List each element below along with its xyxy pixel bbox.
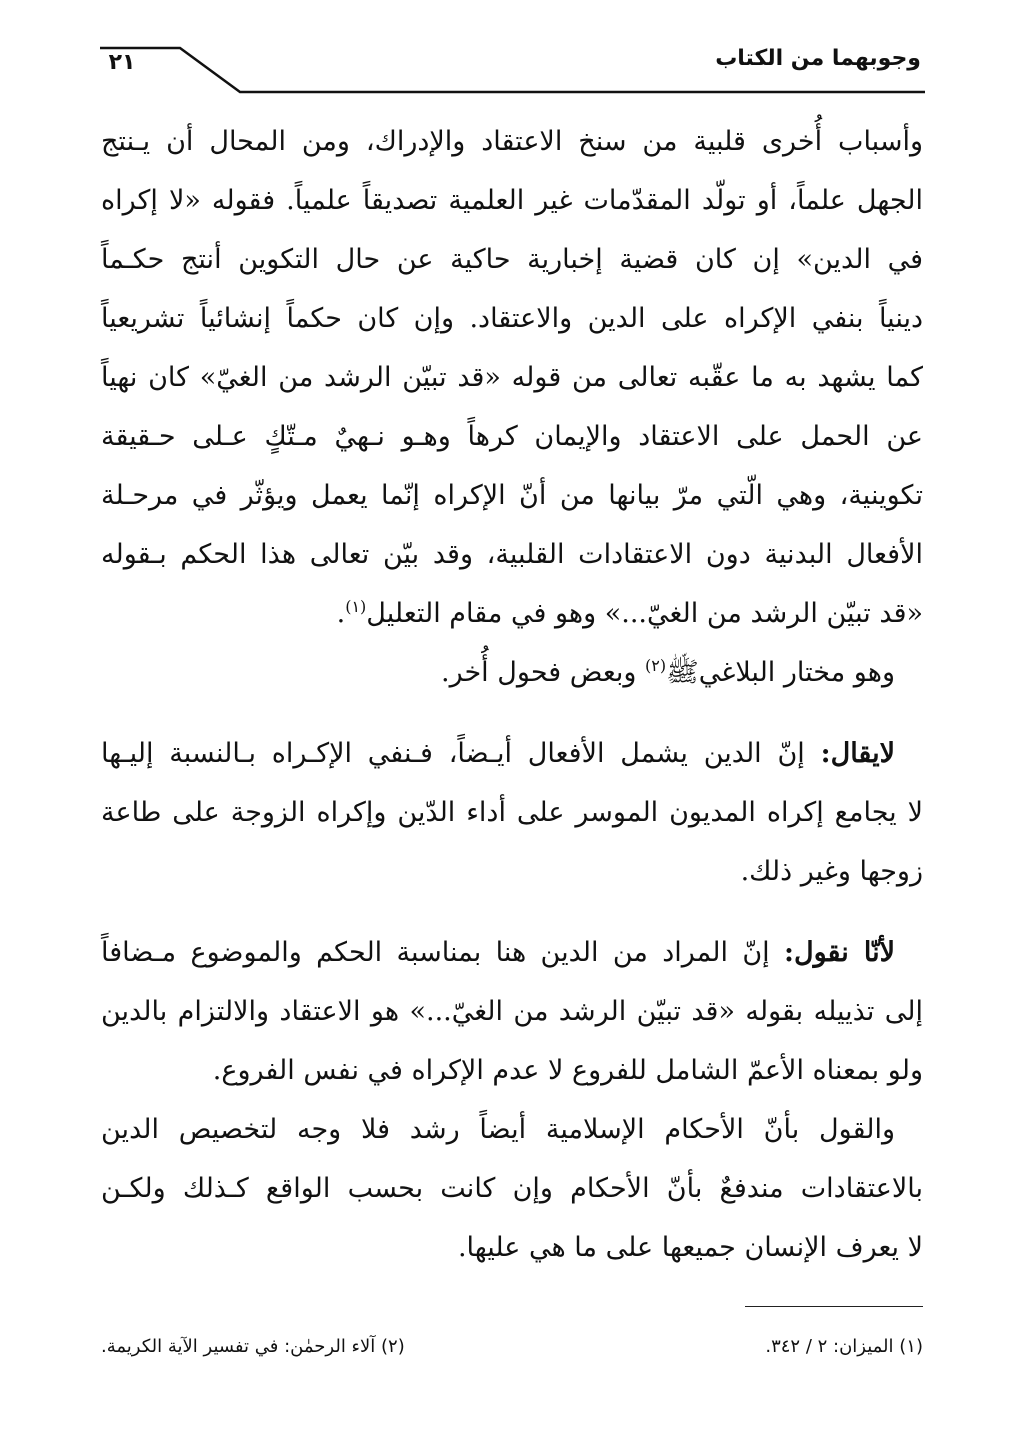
text-line: في الدين» إن كان قضية إخبارية حاكية عن حال التكوين أنتج حكـماً	[101, 244, 923, 275]
main-text	[101, 112, 923, 1277]
footnote-separator	[745, 1306, 923, 1307]
text-line: الجهل علماً، أو تولّد المقدّمات غير العلمية تصديقاً علمياً. فقوله «لا إكراه	[101, 185, 923, 216]
text-run: إنّ المراد من الدين هنا بمناسبة الحكم والموضوع مـضافاً	[101, 937, 784, 968]
text-run: «قد تبيّن الرشد من الغيّ...» وهو في مقام التعليل	[366, 598, 923, 629]
text-line: دينياً بنفي الإكراه على الدين والاعتقاد. وإن كان حكماً إنشائياً تشريعياً	[101, 303, 923, 334]
text-line: وأسباب أُخرى قلبية من سنخ الاعتقاد والإدراك، ومن المحال أن يـنتج	[101, 126, 923, 157]
text-line	[101, 584, 923, 643]
footnote-ref: (١)	[345, 597, 367, 616]
text-line: الأفعال البدنية دون الاعتقادات القلبية، وقد بيّن تعالى هذا الحكم بـقوله	[101, 539, 923, 570]
footnote-ref: (٢)	[644, 656, 667, 675]
lead-phrase: لايقال:	[820, 738, 895, 769]
text-run: .	[336, 598, 346, 629]
text-line	[101, 643, 923, 702]
text-line: والقول بأنّ الأحكام الإسلامية أيضاً رشد فلا وجه لتخصيص الدين	[101, 1114, 895, 1145]
text-line: عن الحمل على الاعتقاد والإيمان كرهاً وهـو نـهيٌ مـتّكٍ عـلى حـقيقة	[101, 421, 923, 452]
text-line: بالاعتقادات مندفعٌ بأنّ الأحكام وإن كانت بحسب الواقع كـذلك ولكـن	[101, 1173, 923, 1204]
text-line: إلى تذييله بقوله «قد تبيّن الرشد من الغيّ...» هو الاعتقاد والالتزام بالدين	[101, 996, 923, 1027]
lead-phrase: لأنّا نقول:	[784, 937, 896, 968]
text-line: ولو بمعناه الأعمّ الشامل للفروع لا عدم الإكراه في نفس الفروع.	[212, 1055, 923, 1086]
text-line: تكوينية، وهي الّتي مرّ بيانها من أنّ الإكراه إنّما يعمل ويؤثّر في مرحـلة	[101, 480, 923, 511]
text-line: لا يجامع إكراه المديون الموسر على أداء الدّين وإكراه الزوجة على طاعة	[101, 797, 923, 828]
text-run: وبعض فحول أُخر.	[441, 657, 645, 688]
footnote-2: (٢) آلاء الرحمٰن: في تفسير الآية الكريمة.	[101, 1336, 405, 1357]
text-run: إنّ الدين يشمل الأفعال أيـضاً، فـنفي الإكـراه بـالنسبة إليـها	[101, 738, 821, 769]
footnote-1: (١) الميزان: ٢ / ٣٤٢.	[765, 1336, 923, 1357]
text-line: لا يعرف الإنسان جميعها على ما هي عليها.	[457, 1232, 923, 1263]
text-line	[101, 724, 923, 783]
footnotes	[101, 1336, 923, 1366]
text-line: زوجها وغير ذلك.	[740, 856, 923, 887]
text-line	[101, 923, 923, 982]
text-line: كما يشهد به ما عقّبه تعالى من قوله «قد تبيّن الرشد من الغيّ» كان نهياً	[101, 362, 923, 393]
text-run: وهو مختار البلاغيﷺ	[666, 657, 895, 688]
running-header-title: وجوبهما من الكتاب	[715, 46, 921, 71]
page-number: ٢١	[108, 50, 136, 75]
paragraph-gap	[101, 901, 923, 923]
paragraph-gap	[101, 702, 923, 724]
